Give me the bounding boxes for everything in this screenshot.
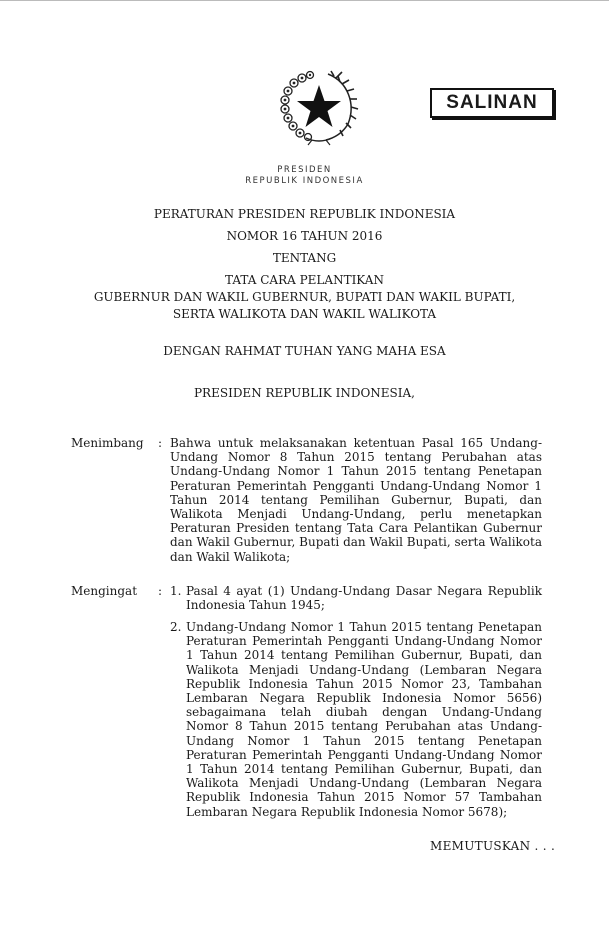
page-top-edge (0, 0, 609, 1)
office-label-presiden: PRESIDEN (277, 165, 332, 175)
regulation-number: NOMOR 16 TAHUN 2016 (226, 229, 383, 243)
menimbang-colon: : (158, 436, 163, 450)
regulation-title: PERATURAN PRESIDEN REPUBLIK INDONESIA (153, 207, 456, 221)
menimbang-text: Bahwa untuk melaksanakan ketentuan Pasal 165 Undang-Undang Nomor 8 Tahun 2015 tentang Perubahan atas Undang-Undang Nomor 1 Tahun 2015 tentang Penetapan Peraturan Pemerintah Pengganti Undang-Undang Nomor 1 Tahun 2014 tentang Pemilihan Gubernur, Bupati, dan Walikota Menjadi Undang-Undang, perlu menetapkan Peraturan Presiden tentang Tata Cara Pelantikan Gubernur dan Wakil Gubernur, Bupati dan Wakil Bupati, serta Walikota dan Wakil Walikota; (170, 436, 542, 564)
regulation-subject-line3: SERTA WALIKOTA DAN WAKIL WALIKOTA (172, 307, 437, 321)
regulation-subject-line2: GUBERNUR DAN WAKIL GUBERNUR, BUPATI DAN WAKIL BUPATI, (93, 290, 516, 304)
mengingat-item-1-text: Pasal 4 ayat (1) Undang-Undang Dasar Negara Republik Indonesia Tahun 1945; (186, 584, 542, 613)
regulation-tentang: TENTANG (272, 251, 337, 265)
mengingat-item-2-text: Undang-Undang Nomor 1 Tahun 2015 tentang Penetapan Peraturan Pemerintah Pengganti Undang-Undang Nomor 1 Tahun 2014 tentang Pemilihan Gubernur, Bupati, dan Walikota Menjadi Undang-Undang (Lembaran Negara Republik Indonesia Tahun 2015 Nomor 23, Tambahan Lembaran Negara Republik Indonesia Nomor 5656) sebagaimana telah diubah dengan Undang-Undang Nomor 8 Tahun 2015 tentang Perubahan atas Undang-Undang Nomor 1 Tahun 2015 tentang Penetapan Peraturan Pemerintah Pengganti Undang-Undang Nomor 1 Tahun 2014 tentang Pemilihan Gubernur, Bupati, dan Walikota Menjadi Undang-Undang (Lembaran Negara Republik Indonesia Tahun 2015 Nomor 57 Tambahan Lembaran Negara Republik Indonesia Nomor 5678); (186, 620, 542, 819)
mengingat-label: Mengingat (71, 584, 138, 598)
mengingat-item-1-number: 1. (170, 584, 182, 598)
garuda-star-emblem-icon (276, 68, 362, 146)
mengingat-colon: : (158, 584, 163, 598)
regulation-subject-line1: TATA CARA PELANTIKAN (225, 273, 384, 287)
mengingat-item-2-number: 2. (170, 620, 182, 634)
continuation-marker: MEMUTUSKAN . . . (430, 839, 556, 853)
preamble-blessing: DENGAN RAHMAT TUHAN YANG MAHA ESA (163, 344, 446, 358)
preamble-authority: PRESIDEN REPUBLIK INDONESIA, (193, 386, 415, 400)
office-label-republik: REPUBLIK INDONESIA (245, 176, 364, 186)
salinan-stamp: SALINAN (430, 88, 554, 118)
menimbang-label: Menimbang (71, 436, 144, 450)
